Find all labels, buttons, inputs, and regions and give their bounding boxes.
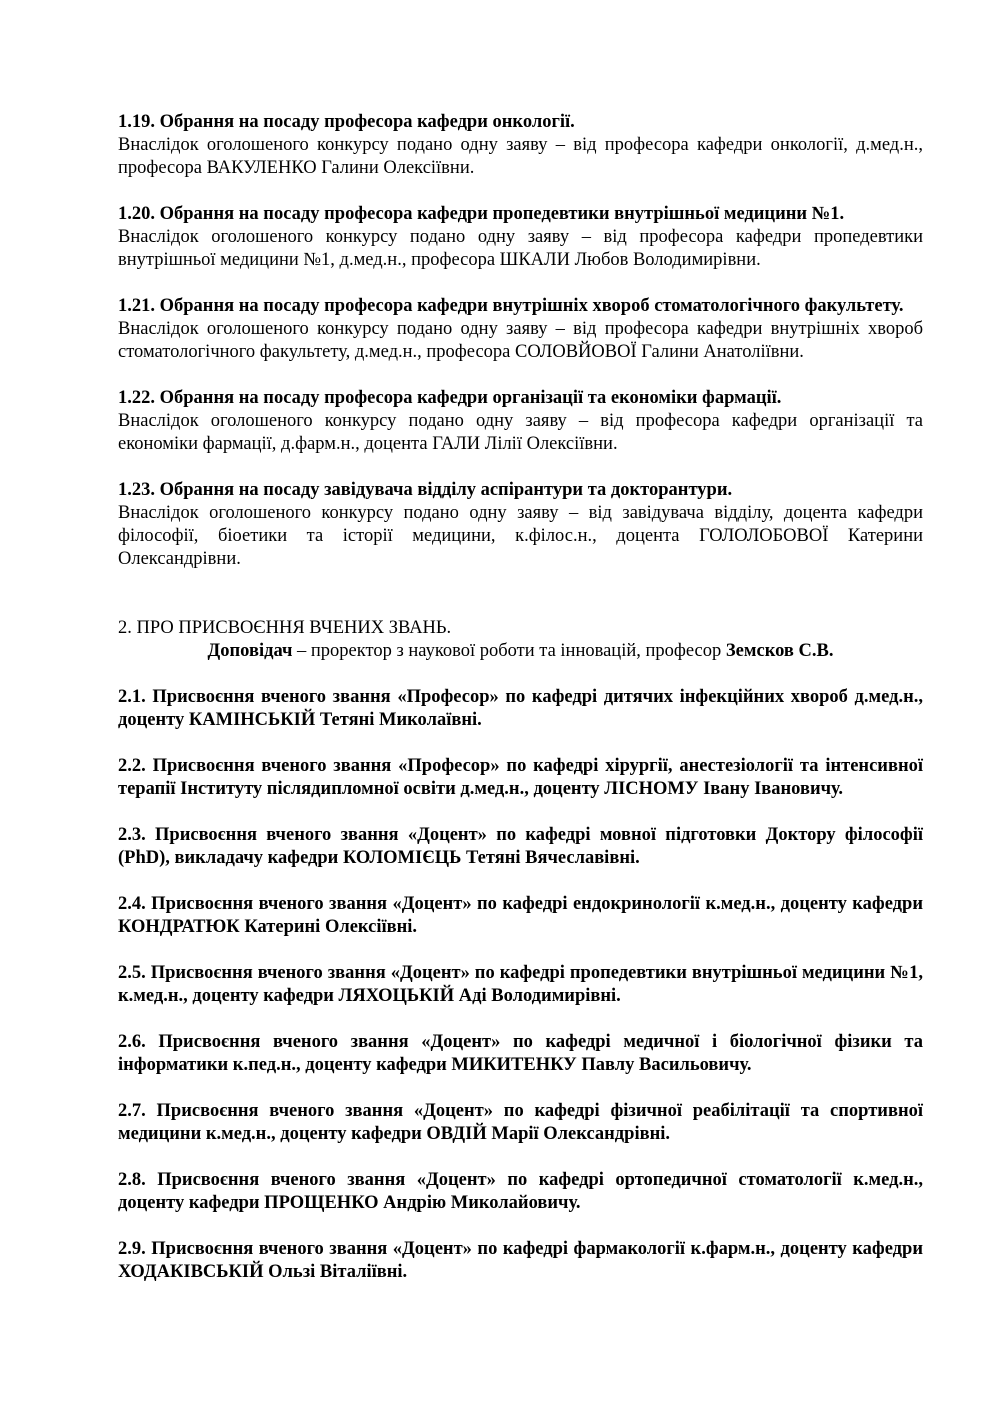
- election-body: Внаслідок оголошеного конкурсу подано одну заяву – від професора кафедри внутрішніх хвороб стоматологічного факультету, д.мед.н., професора СОЛОВЙОВОЇ Галини Анатоліївни.: [118, 319, 923, 362]
- award-item: 2.7. Присвоєння вченого звання «Доцент» по кафедрі фізичної реабілітації та спортивної медицини к.мед.н., доценту кафедри ОВДІЙ Марії Олександрівні.: [118, 1101, 923, 1144]
- election-item: [118, 295, 923, 364]
- election-item: [118, 111, 923, 180]
- reporter-label: Доповідач: [207, 641, 293, 661]
- election-body: Внаслідок оголошеного конкурсу подано одну заяву – від професора кафедри онкології, д.мед.н., професора ВАКУЛЕНКО Галини Олексіївни.: [118, 135, 923, 178]
- election-item: [118, 203, 923, 272]
- election-title: 1.19. Обрання на посаду професора кафедри онкології.: [118, 112, 575, 132]
- award-item: 2.6. Присвоєння вченого звання «Доцент» по кафедрі медичної і біологічної фізики та інформатики к.пед.н., доценту кафедри МИКИТЕНКУ Павлу Васильовичу.: [118, 1032, 923, 1075]
- document-page: [118, 111, 923, 1307]
- award-item: 2.1. Присвоєння вченого звання «Професор» по кафедрі дитячих інфекційних хвороб д.мед.н., доценту КАМІНСЬКІЙ Тетяні Миколаївні.: [118, 687, 923, 730]
- section-title: 2. ПРО ПРИСВОЄННЯ ВЧЕНИХ ЗВАНЬ.: [118, 618, 452, 638]
- award-item: 2.2. Присвоєння вченого звання «Професор» по кафедрі хірургії, анестезіології та інтенсивної терапії Інституту післядипломної освіти д.мед.н., доценту ЛІСНОМУ Івану Івановичу.: [118, 756, 923, 799]
- award-item: 2.9. Присвоєння вченого звання «Доцент» по кафедрі фармакології к.фарм.н., доценту кафедри ХОДАКІВСЬКІЙ Ользі Віталіївні.: [118, 1239, 923, 1282]
- election-body: Внаслідок оголошеного конкурсу подано одну заяву – від професора кафедри пропедевтики внутрішньої медицини №1, д.мед.н., професора ШКАЛИ Любов Володимирівни.: [118, 227, 923, 270]
- reporter-text: – проректор з наукової роботи та інновацій, професор: [292, 641, 726, 661]
- award-item: 2.3. Присвоєння вченого звання «Доцент» по кафедрі мовної підготовки Доктору філософії (PhD), викладачу кафедри КОЛОМІЄЦЬ Тетяні Вячеславівні.: [118, 825, 923, 868]
- award-item: 2.5. Присвоєння вченого звання «Доцент» по кафедрі пропедевтики внутрішньої медицини №1, к.мед.н., доценту кафедри ЛЯХОЦЬКІЙ Аді Володимирівні.: [118, 963, 923, 1006]
- section-awards: [118, 617, 923, 1284]
- election-item: [118, 479, 923, 571]
- election-body: Внаслідок оголошеного конкурсу подано одну заяву – від завідувача відділу, доцента кафедри філософії, біоетики та історії медицини, к.філос.н., доцента ГОЛОЛОБОВОЇ Катерини Олександрівни.: [118, 503, 923, 569]
- election-item: [118, 387, 923, 456]
- election-title: 1.20. Обрання на посаду професора кафедри пропедевтики внутрішньої медицини №1.: [118, 204, 845, 224]
- election-title: 1.21. Обрання на посаду професора кафедри внутрішніх хвороб стоматологічного факультету.: [118, 296, 904, 316]
- award-item: 2.8. Присвоєння вченого звання «Доцент» по кафедрі ортопедичної стоматології к.мед.н., доценту кафедри ПРОЩЕНКО Андрію Миколайовичу.: [118, 1170, 923, 1213]
- reporter-name: Земсков С.В.: [725, 641, 834, 661]
- election-title: 1.22. Обрання на посаду професора кафедри організації та економіки фармації.: [118, 388, 782, 408]
- reporter-line: [118, 640, 923, 663]
- election-body: Внаслідок оголошеного конкурсу подано одну заяву – від професора кафедри організації та економіки фармації, д.фарм.н., доцента ГАЛИ Лілії Олексіївни.: [118, 411, 923, 454]
- award-item: 2.4. Присвоєння вченого звання «Доцент» по кафедрі ендокринології к.мед.н., доценту кафедри КОНДРАТЮК Катерині Олексіївні.: [118, 894, 923, 937]
- election-title: 1.23. Обрання на посаду завідувача відділу аспірантури та докторантури.: [118, 480, 733, 500]
